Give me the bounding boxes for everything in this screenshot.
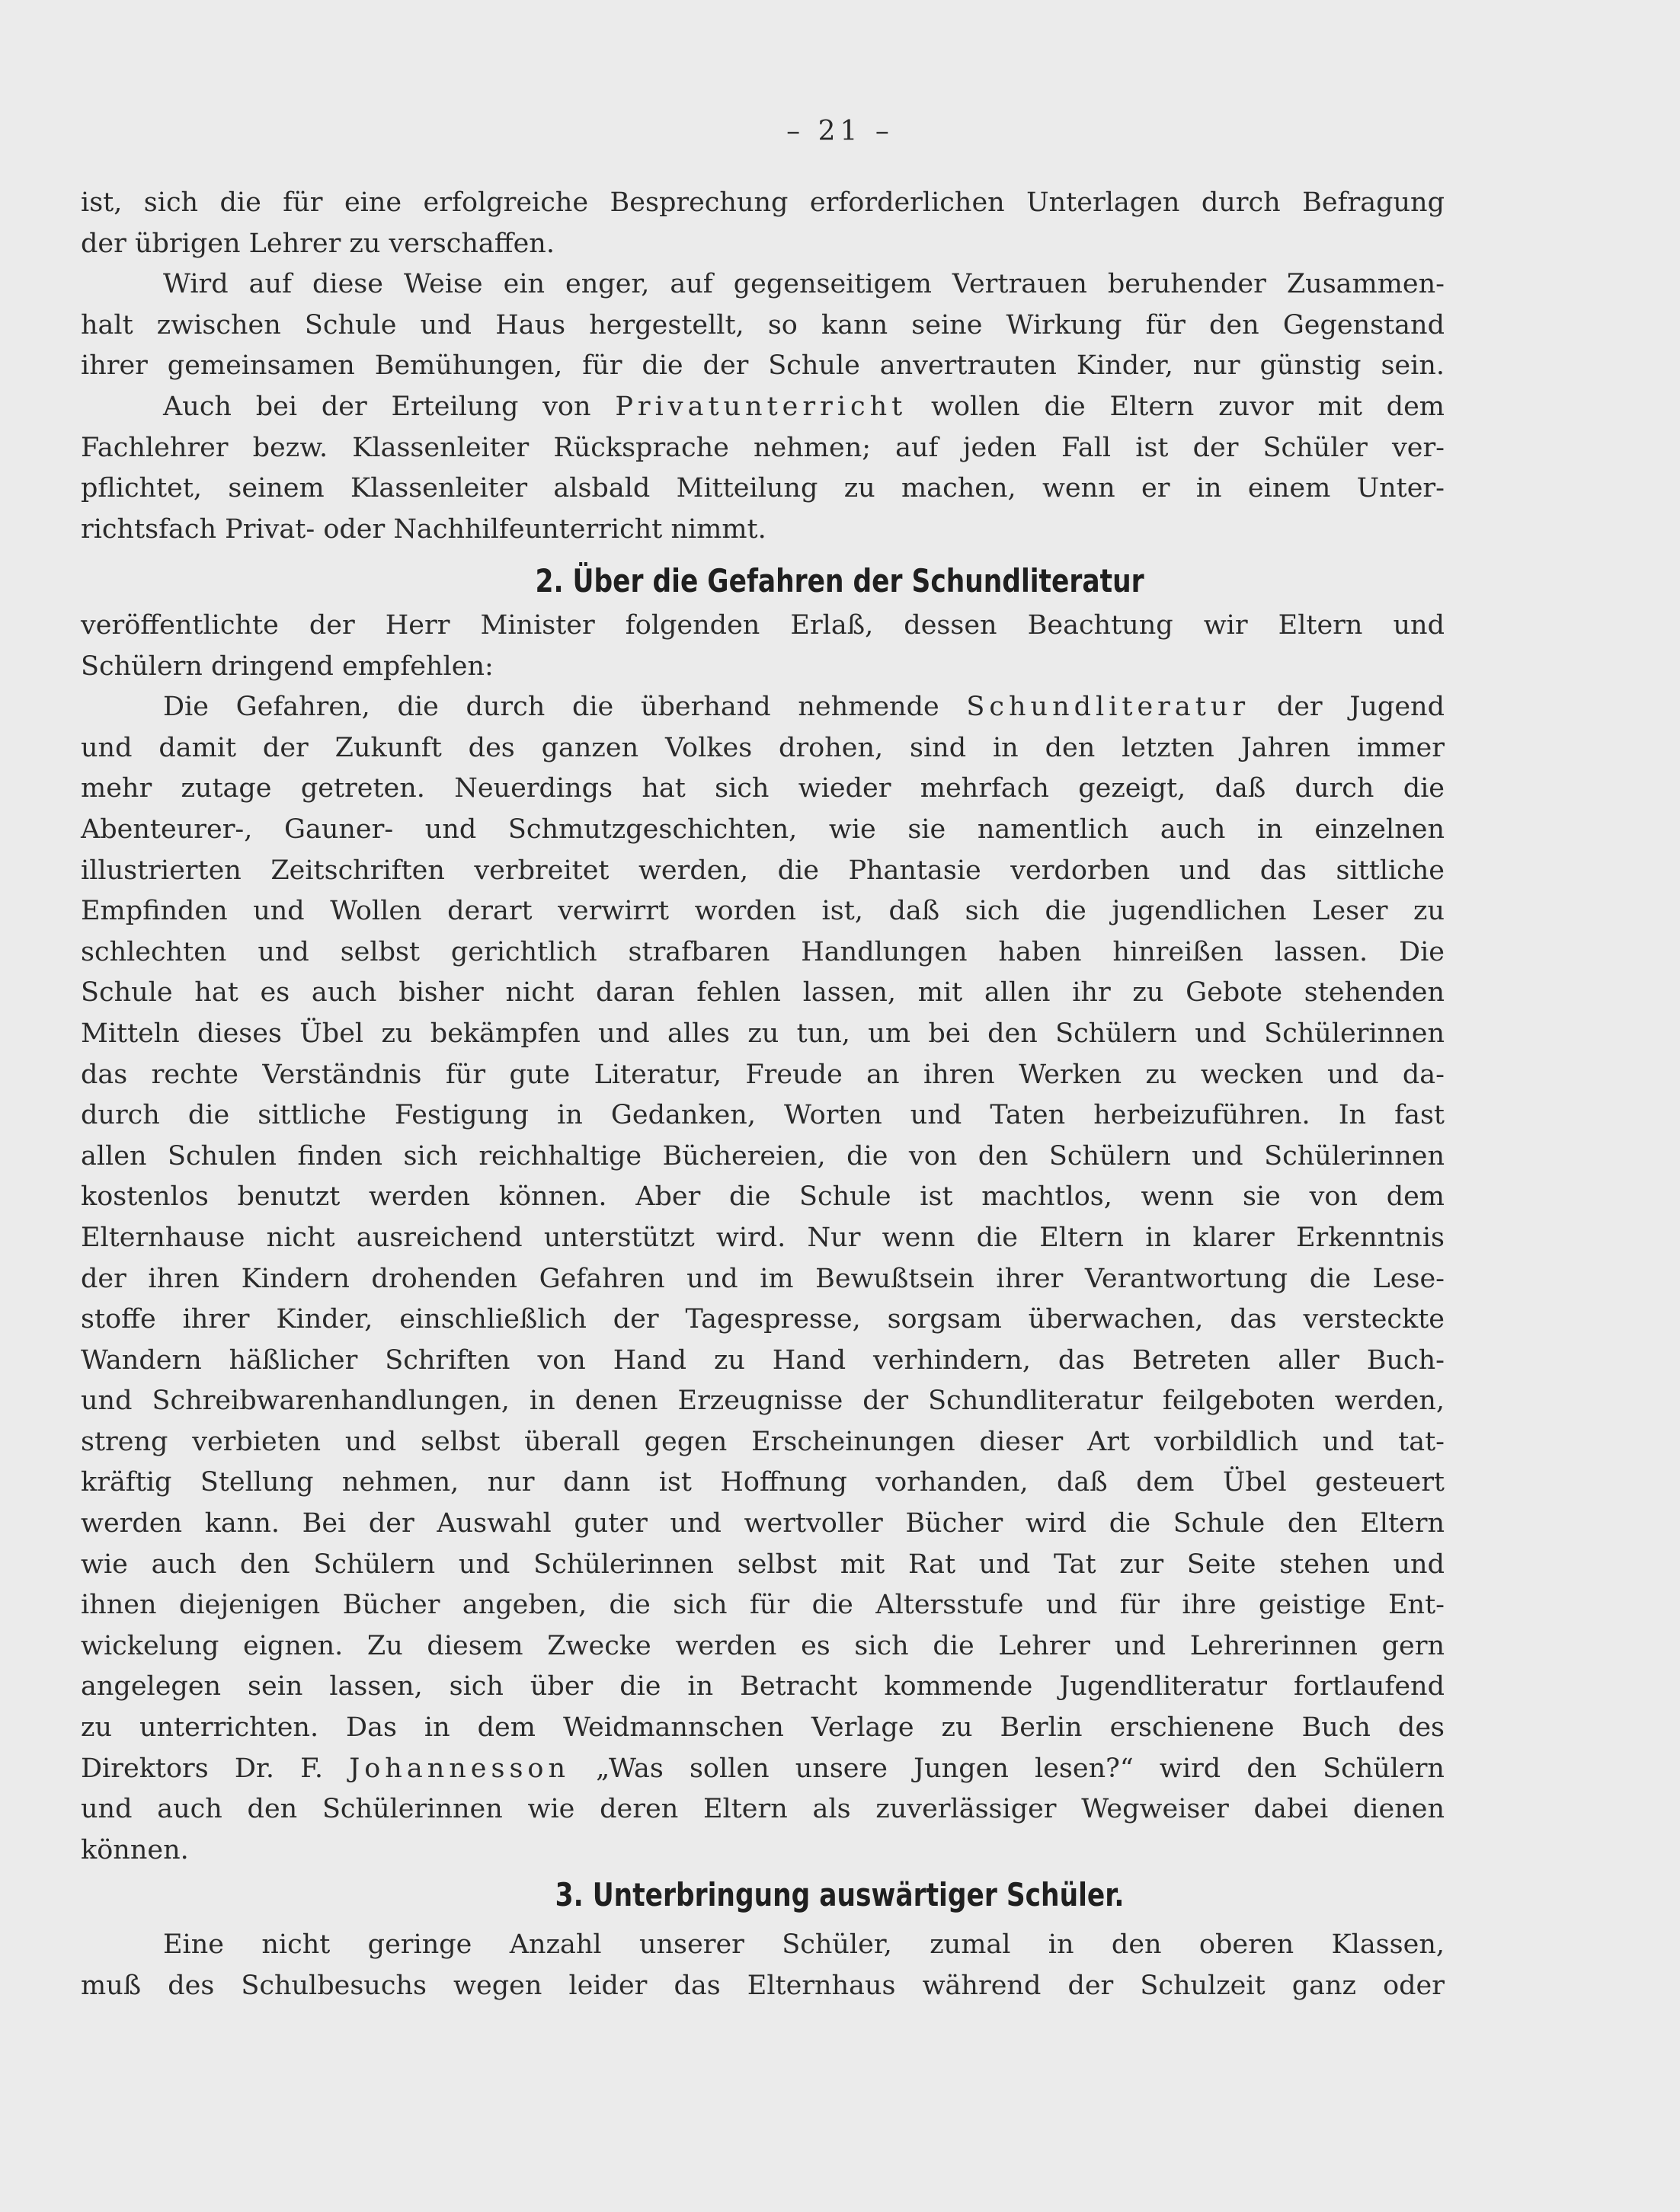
text-line: kräftig Stellung nehmen, nur dann ist Hoffnung vorhanden, daß dem Übel gesteuert bbox=[81, 1467, 1445, 1498]
text-line: muß des Schulbesuchs wegen leider das Elternhaus während der Schulzeit ganz oder bbox=[81, 1970, 1445, 2001]
text-line: Schülern dringend empfehlen: bbox=[81, 650, 494, 682]
emphasized-name: Johannesson bbox=[349, 1753, 571, 1784]
text-line: angelegen sein lassen, sich über die in Betracht kommende Jugendliteratur fortlaufend bbox=[81, 1671, 1445, 1702]
section-3-heading: 3. Unterbringung auswärtiger Schüler. bbox=[555, 1876, 1125, 1913]
text-line: Abenteurer-, Gauner- und Schmutzgeschichten, wie sie namentlich auch in einzelnen bbox=[81, 814, 1445, 845]
emphasized-term: Privatunterricht bbox=[615, 391, 907, 422]
text-line: streng verbieten und selbst überall gegen Erscheinungen dieser Art vorbildlich und tat- bbox=[81, 1426, 1445, 1457]
text-line: ihnen diejenigen Bücher angeben, die sich für die Altersstufe und für ihre geistige Ent- bbox=[81, 1590, 1445, 1621]
text-line: pflichtet, seinem Klassenleiter alsbald Mitteilung zu machen, wenn er in einem Unter- bbox=[81, 473, 1445, 504]
text-line: durch die sittliche Festigung in Gedanken, Worten und Taten herbeizuführen. In fast bbox=[81, 1100, 1445, 1131]
text-line: mehr zutage getreten. Neuerdings hat sich wieder mehrfach gezeigt, daß durch die bbox=[81, 773, 1445, 804]
text-line: das rechte Verständnis für gute Literatur, Freude an ihren Werken zu wecken und da- bbox=[81, 1059, 1445, 1090]
text-line: stoffe ihrer Kinder, einschließlich der Tagespresse, sorgsam überwachen, das versteckte bbox=[81, 1304, 1445, 1335]
text-line: Elternhause nicht ausreichend unterstützt wird. Nur wenn die Eltern in klarer Erkenntnis bbox=[81, 1222, 1445, 1253]
text-line: halt zwischen Schule und Haus hergestellt, so kann seine Wirkung für den Gegenstand bbox=[81, 309, 1445, 340]
text-line: ist, sich die für eine erfolgreiche Besprechung erforderlichen Unterlagen durch Befragung bbox=[81, 187, 1445, 218]
text-line: der übrigen Lehrer zu verschaffen. bbox=[81, 228, 555, 259]
text-line: veröffentlichte der Herr Minister folgenden Erlaß, dessen Beachtung wir Eltern und bbox=[81, 610, 1445, 641]
text-line: richtsfach Privat- oder Nachhilfeunterricht nimmt. bbox=[81, 513, 766, 545]
page-number: – 21 – bbox=[786, 116, 894, 147]
intro-text-block bbox=[81, 183, 1445, 550]
section-2-heading: 2. Über die Gefahren der Schundliteratur bbox=[535, 562, 1144, 599]
text-line: ihrer gemeinsamen Bemühungen, für die der Schule anvertrauten Kinder, nur günstig sein. bbox=[81, 350, 1445, 382]
text-line: Schule hat es auch bisher nicht daran fehlen lassen, mit allen ihr zu Gebote stehenden bbox=[81, 977, 1445, 1009]
text-line: zu unterrichten. Das in dem Weidmannschen Verlage zu Berlin erschienene Buch des bbox=[81, 1712, 1445, 1744]
text-line: und damit der Zukunft des ganzen Volkes drohen, sind in den letzten Jahren immer bbox=[81, 732, 1445, 763]
text-line-schundliteratur: Die Gefahren, die durch die überhand nehmende Schundliteratur der Jugend bbox=[163, 692, 1445, 723]
text-line: illustrierten Zeitschriften verbreitet werden, die Phantasie verdorben und das sittliche bbox=[81, 855, 1445, 886]
text-line: Empfinden und Wollen derart verwirrt worden ist, daß sich die jugendlichen Leser zu bbox=[81, 896, 1445, 927]
text-line: wickelung eignen. Zu diesem Zwecke werden es sich die Lehrer und Lehrerinnen gern bbox=[81, 1630, 1445, 1661]
text-line: kostenlos benutzt werden können. Aber die Schule ist machtlos, wenn sie von dem bbox=[81, 1181, 1445, 1213]
text-line: schlechten und selbst gerichtlich strafbaren Handlungen haben hinreißen lassen. Die bbox=[81, 936, 1445, 967]
text-line-privatunterricht: Auch bei der Erteilung von Privatunterricht wollen die Eltern zuvor mit dem bbox=[163, 391, 1445, 422]
text-line: wie auch den Schülern und Schülerinnen selbst mit Rat und Tat zur Seite stehen und bbox=[81, 1549, 1445, 1580]
text-line: der ihren Kindern drohenden Gefahren und im Bewußtsein ihrer Verantwortung die Lese- bbox=[81, 1263, 1445, 1294]
text-line: allen Schulen finden sich reichhaltige Büchereien, die von den Schülern und Schülerinnen bbox=[81, 1140, 1445, 1172]
text-line-johannesson: Direktors Dr. F. Johannesson „Was sollen unsere Jungen lesen?“ wird den Schülern bbox=[81, 1753, 1445, 1784]
section-2-text-block bbox=[81, 606, 1445, 1871]
text-line: Eine nicht geringe Anzahl unserer Schüler, zumal in den oberen Klassen, bbox=[163, 1929, 1445, 1960]
text-line: Mitteln dieses Übel zu bekämpfen und alles zu tun, um bei den Schülern und Schülerinnen bbox=[81, 1018, 1445, 1049]
text-line: Wandern häßlicher Schriften von Hand zu Hand verhindern, das Betreten aller Buch- bbox=[81, 1344, 1445, 1376]
text-line: können. bbox=[81, 1834, 189, 1865]
text-line: werden kann. Bei der Auswahl guter und wertvoller Bücher wird die Schule den Eltern bbox=[81, 1508, 1445, 1539]
text-line: und Schreibwarenhandlungen, in denen Erzeugnisse der Schundliteratur feilgeboten werden, bbox=[81, 1386, 1445, 1417]
text-line: Fachlehrer bezw. Klassenleiter Rücksprache nehmen; auf jeden Fall ist der Schüler ver- bbox=[81, 432, 1445, 463]
emphasized-term: Schundliteratur bbox=[966, 692, 1250, 723]
section-3-text-block bbox=[81, 1925, 1445, 2006]
text-line: Wird auf diese Weise ein enger, auf gegenseitigem Vertrauen beruhender Zusammen- bbox=[163, 269, 1445, 300]
text-line: und auch den Schülerinnen wie deren Eltern als zuverlässiger Wegweiser dabei dienen bbox=[81, 1794, 1445, 1825]
